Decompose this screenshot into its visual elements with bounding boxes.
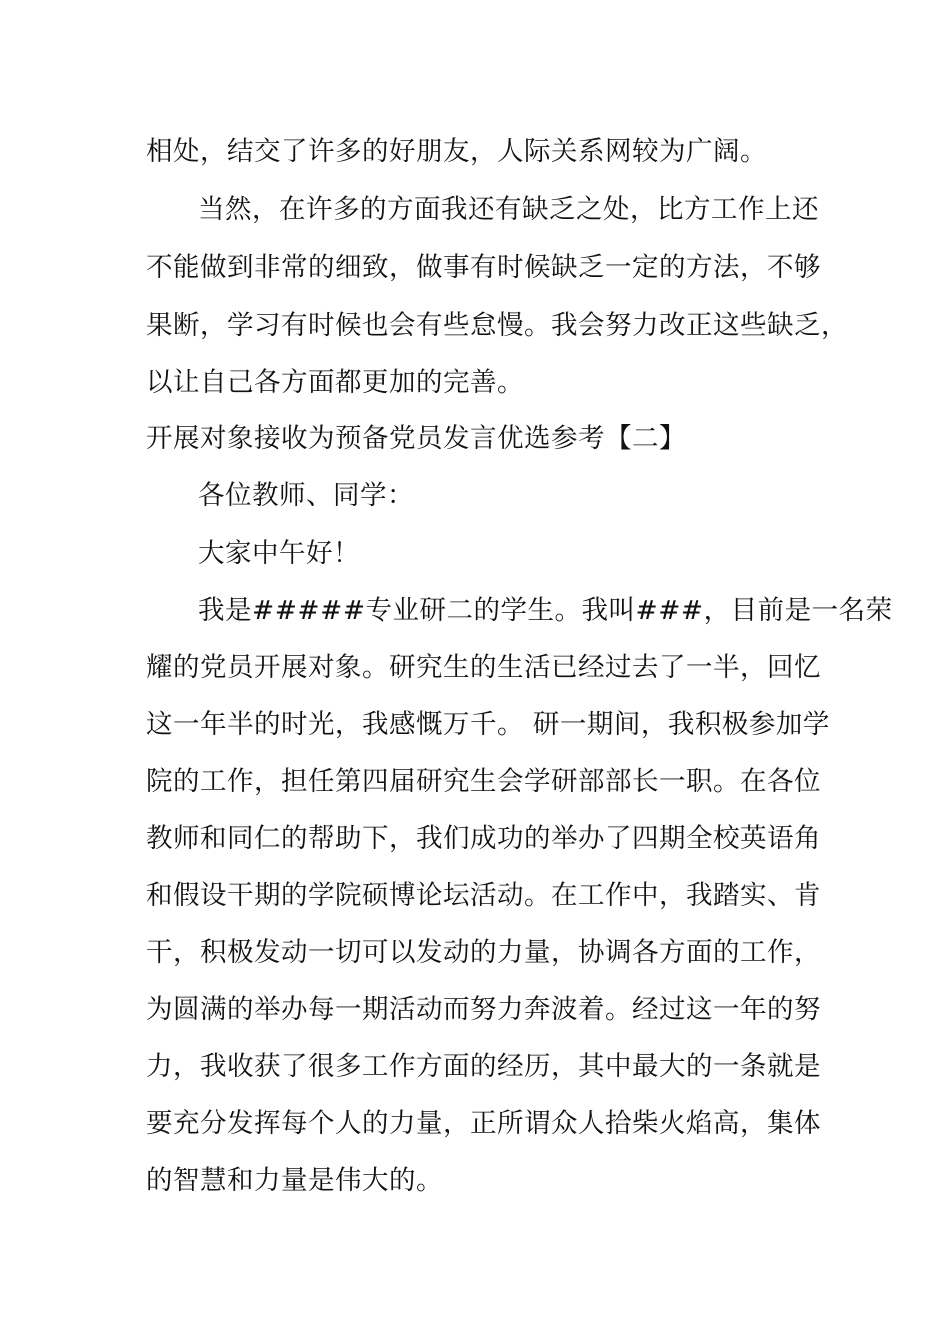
text-line-1: 相处，结交了许多的好朋友，人际关系网较为广阔。	[146, 136, 767, 167]
text-line-14: 和假设干期的学院硕博论坛活动。在工作中，我踏实、肯	[146, 880, 821, 911]
text-line-17: 力，我收获了很多工作方面的经历，其中最大的一条就是	[146, 1051, 821, 1082]
text-line-4: 果断，学习有时候也会有些怠慢。我会努力改正这些缺乏，	[146, 310, 848, 341]
text-line-3: 不能做到非常的细致，做事有时候缺乏一定的方法，不够	[146, 252, 821, 283]
text-line-11: 这一年半的时光，我感慨万千。 研一期间，我积极参加学	[146, 709, 830, 740]
text-line-5: 以让自己各方面都更加的完善。	[146, 367, 524, 398]
text-line-12: 院的工作，担任第四届研究生会学研部部长一职。在各位	[146, 766, 821, 797]
section-heading: 开展对象接收为预备党员发言优选参考【二】	[146, 423, 686, 454]
text-line-9: 我是#####专业研二的学生。我叫###，目前是一名荣	[198, 595, 893, 626]
text-line-13: 教师和同仁的帮助下，我们成功的举办了四期全校英语角	[146, 823, 821, 854]
text-line-10: 耀的党员开展对象。研究生的生活已经过去了一半，回忆	[146, 652, 821, 683]
greeting: 大家中午好！	[198, 538, 360, 569]
text-line-15: 干，积极发动一切可以发动的力量，协调各方面的工作，	[146, 937, 821, 968]
text-line-19: 的智慧和力量是伟大的。	[146, 1165, 443, 1196]
text-line-16: 为圆满的举办每一期活动而努力奔波着。经过这一年的努	[146, 994, 821, 1025]
salutation: 各位教师、同学：	[198, 480, 414, 511]
text-line-18: 要充分发挥每个人的力量，正所谓众人拾柴火焰高，集体	[146, 1108, 821, 1139]
text-line-2: 当然，在许多的方面我还有缺乏之处，比方工作上还	[198, 194, 819, 225]
